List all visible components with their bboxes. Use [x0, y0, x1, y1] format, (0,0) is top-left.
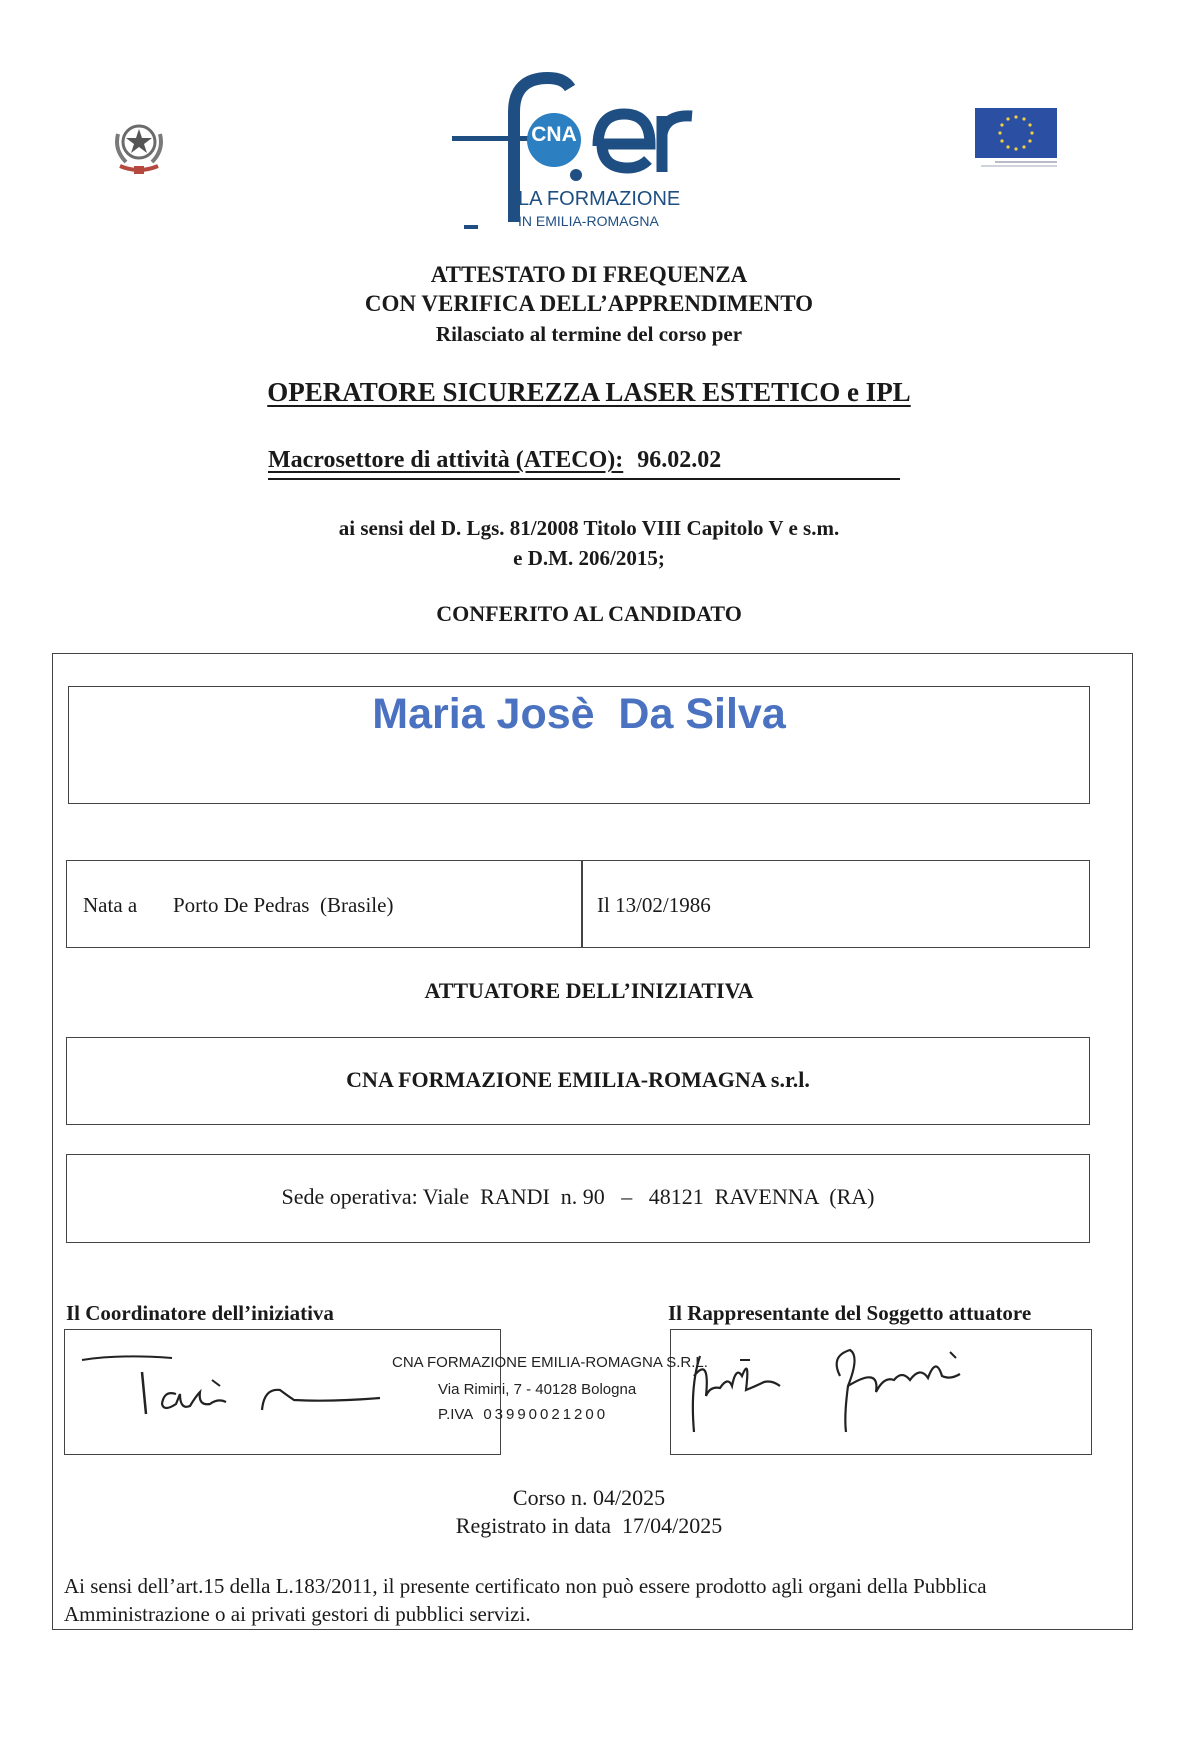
- registration-date: Registrato in data 17/04/2025: [455, 1513, 723, 1538]
- eu-flag-caption: [975, 160, 1057, 167]
- stamp-org-name: CNA FORMAZIONE EMILIA-ROMAGNA S.R.L.: [392, 1354, 708, 1371]
- attestato-title: ATTESTATO DI FREQUENZA: [430, 262, 748, 287]
- stamp-address: Via Rimini, 7 - 40128 Bologna: [438, 1381, 637, 1398]
- birth-place: Porto De Pedras (Brasile): [173, 893, 394, 917]
- macro-code: 96.02.02: [637, 447, 722, 473]
- logo-line1: LA FORMAZIONE: [518, 188, 681, 210]
- course-title: [0, 377, 1178, 408]
- law-reference-line2: e D.M. 206/2015;: [513, 546, 665, 570]
- macrosettore: [268, 447, 721, 474]
- birth-date: Il 13/02/1986: [597, 893, 711, 917]
- coordinator-label: Il Coordinatore dell’iniziativa: [66, 1301, 334, 1325]
- logo-brand: CNA: [531, 123, 577, 146]
- italian-emblem-icon: [112, 116, 166, 178]
- representative-label: Il Rappresentante del Soggetto attuatore: [668, 1301, 1032, 1325]
- stamp-piva-label: P.IVA: [438, 1406, 474, 1423]
- law-reference-line1: ai sensi del D. Lgs. 81/2008 Titolo VIII Capitolo V e s.m.: [338, 516, 840, 540]
- eu-flag-icon: [975, 108, 1057, 158]
- birth-label: Nata a: [83, 893, 138, 917]
- org-address: Sede operativa: Viale RANDI n. 90 – 48121 RAVENNA (RA): [281, 1184, 875, 1209]
- birth-divider: [581, 860, 583, 948]
- candidate-name: Maria Josè Da Silva: [372, 690, 786, 738]
- stamp-piva: [438, 1406, 608, 1423]
- cna-foer-logo: [452, 72, 722, 242]
- attuatore-heading: ATTUATORE DELL’INIZIATIVA: [424, 978, 754, 1003]
- course-title-text: OPERATORE SICUREZZA LASER ESTETICO e IPL: [267, 377, 911, 407]
- stamp-piva-number: 03990021200: [483, 1406, 609, 1423]
- course-number: Corso n. 04/2025: [512, 1485, 666, 1510]
- org-name: CNA FORMAZIONE EMILIA-ROMAGNA s.r.l.: [346, 1067, 810, 1092]
- conferito-heading: CONFERITO AL CANDIDATO: [436, 601, 742, 626]
- legal-note: Ai sensi dell’art.15 della L.183/2011, il presente certificato non può essere prodotto agli organi della Pubblica Amministrazione o ai privati gestori di pubblici servizi.: [64, 1574, 987, 1626]
- verifica-title: CON VERIFICA DELL’APPRENDIMENTO: [364, 291, 814, 316]
- representative-signature-icon: [680, 1336, 990, 1436]
- logo-line2: IN EMILIA-ROMAGNA: [518, 213, 659, 229]
- coordinator-signature-icon: [80, 1350, 420, 1430]
- macro-underline: [268, 478, 900, 480]
- macro-label: Macrosettore di attività (ATECO):: [268, 447, 624, 473]
- rilasciato-subtitle: Rilasciato al termine del corso per: [435, 322, 743, 346]
